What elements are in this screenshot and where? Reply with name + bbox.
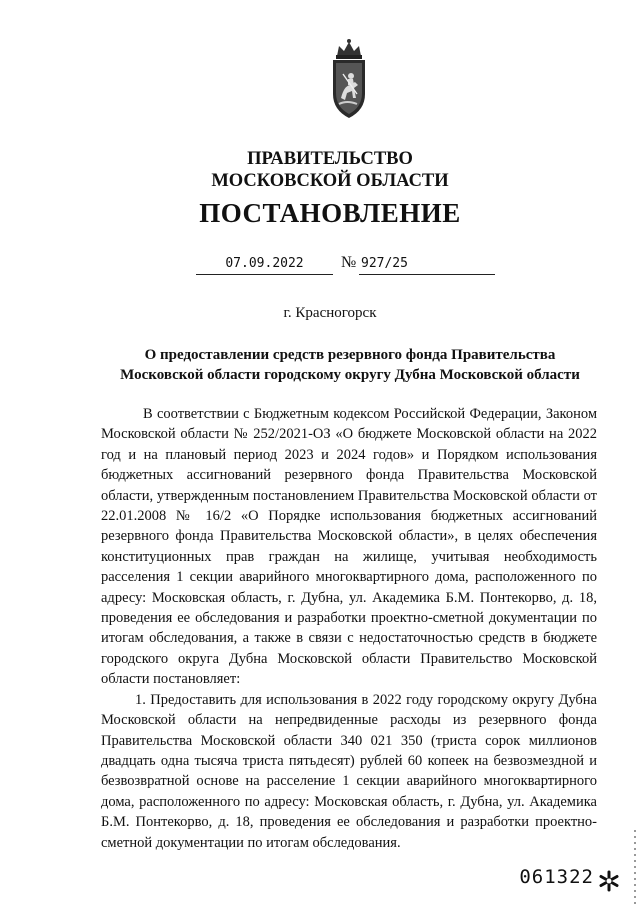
subject-line1: О предоставлении средств резервного фонда Правительства <box>144 347 556 363</box>
document-date: 07.09.2022 <box>196 256 333 275</box>
body-paragraph-preamble: В соответствии с Бюджетным кодексом Российской Федерации, Законом Московской области № 252/2021-ОЗ «О бюджете Московской области на 2022 год и на плановый период 2023 и 2024 годов» и Порядком использования бюджетных ассигнований резервного фонда Правительства Московской области, утвержденным постановлением Правительства Московской области от 22.01.2008 № 16/2 «О Порядке использования бюджетных ассигнований резервного фонда Правительства Московской области», в целях обеспечения конституционных прав граждан на жилище, учитывая необходимость расселения 1 секции аварийного многоквартирного дома, расположенного по адресу: Московская область, г. Дубна, ул. Академика Б.М. Понтекорво, д. 18, проведения ее обследования и разработки проектно-сметной документации по итогам обследования, а также в связи с недостаточностью средств в бюджете городского округа Дубна Московской области Правительство Московской области постановляет: <box>101 406 597 688</box>
body-paragraph-1: 1. Предоставить для использования в 2022 году городскому округу Дубна Московской области на непредвиденные расходы из резервного фонда Правительства Московской области 340 021 350 (триста сорок миллионов двадцать одна тысяча триста пятьдесят) рублей 60 копеек на безвозмездной и безвозвратной основе на расселение 1 секции аварийного многоквартирного дома, расположенного по адресу: Московская область, г. Дубна, ул. Академика Б.М. Понтекорво, д. 18, проведения ее обследования и разработки проектно-сметной документации по итогам обследования. <box>101 691 597 851</box>
scan-edge-mark <box>634 830 636 905</box>
coat-of-arms-icon <box>317 38 381 122</box>
asterisk-icon <box>598 870 620 892</box>
document-place: г. Красногорск <box>283 305 377 321</box>
document-body <box>101 404 597 853</box>
org-name-line2: МОСКОВСКОЙ ОБЛАСТИ <box>211 171 449 191</box>
serial-number: 061322 <box>519 866 594 888</box>
document-subject <box>110 345 590 385</box>
number-sign: № <box>341 254 357 271</box>
document-number: 927/25 <box>359 256 495 275</box>
org-name-line1: ПРАВИТЕЛЬСТВО <box>247 149 413 169</box>
document-type: ПОСТАНОВЛЕНИЕ <box>199 198 461 228</box>
subject-line2: Московской области городскому округу Дубна Московской области <box>120 367 580 383</box>
